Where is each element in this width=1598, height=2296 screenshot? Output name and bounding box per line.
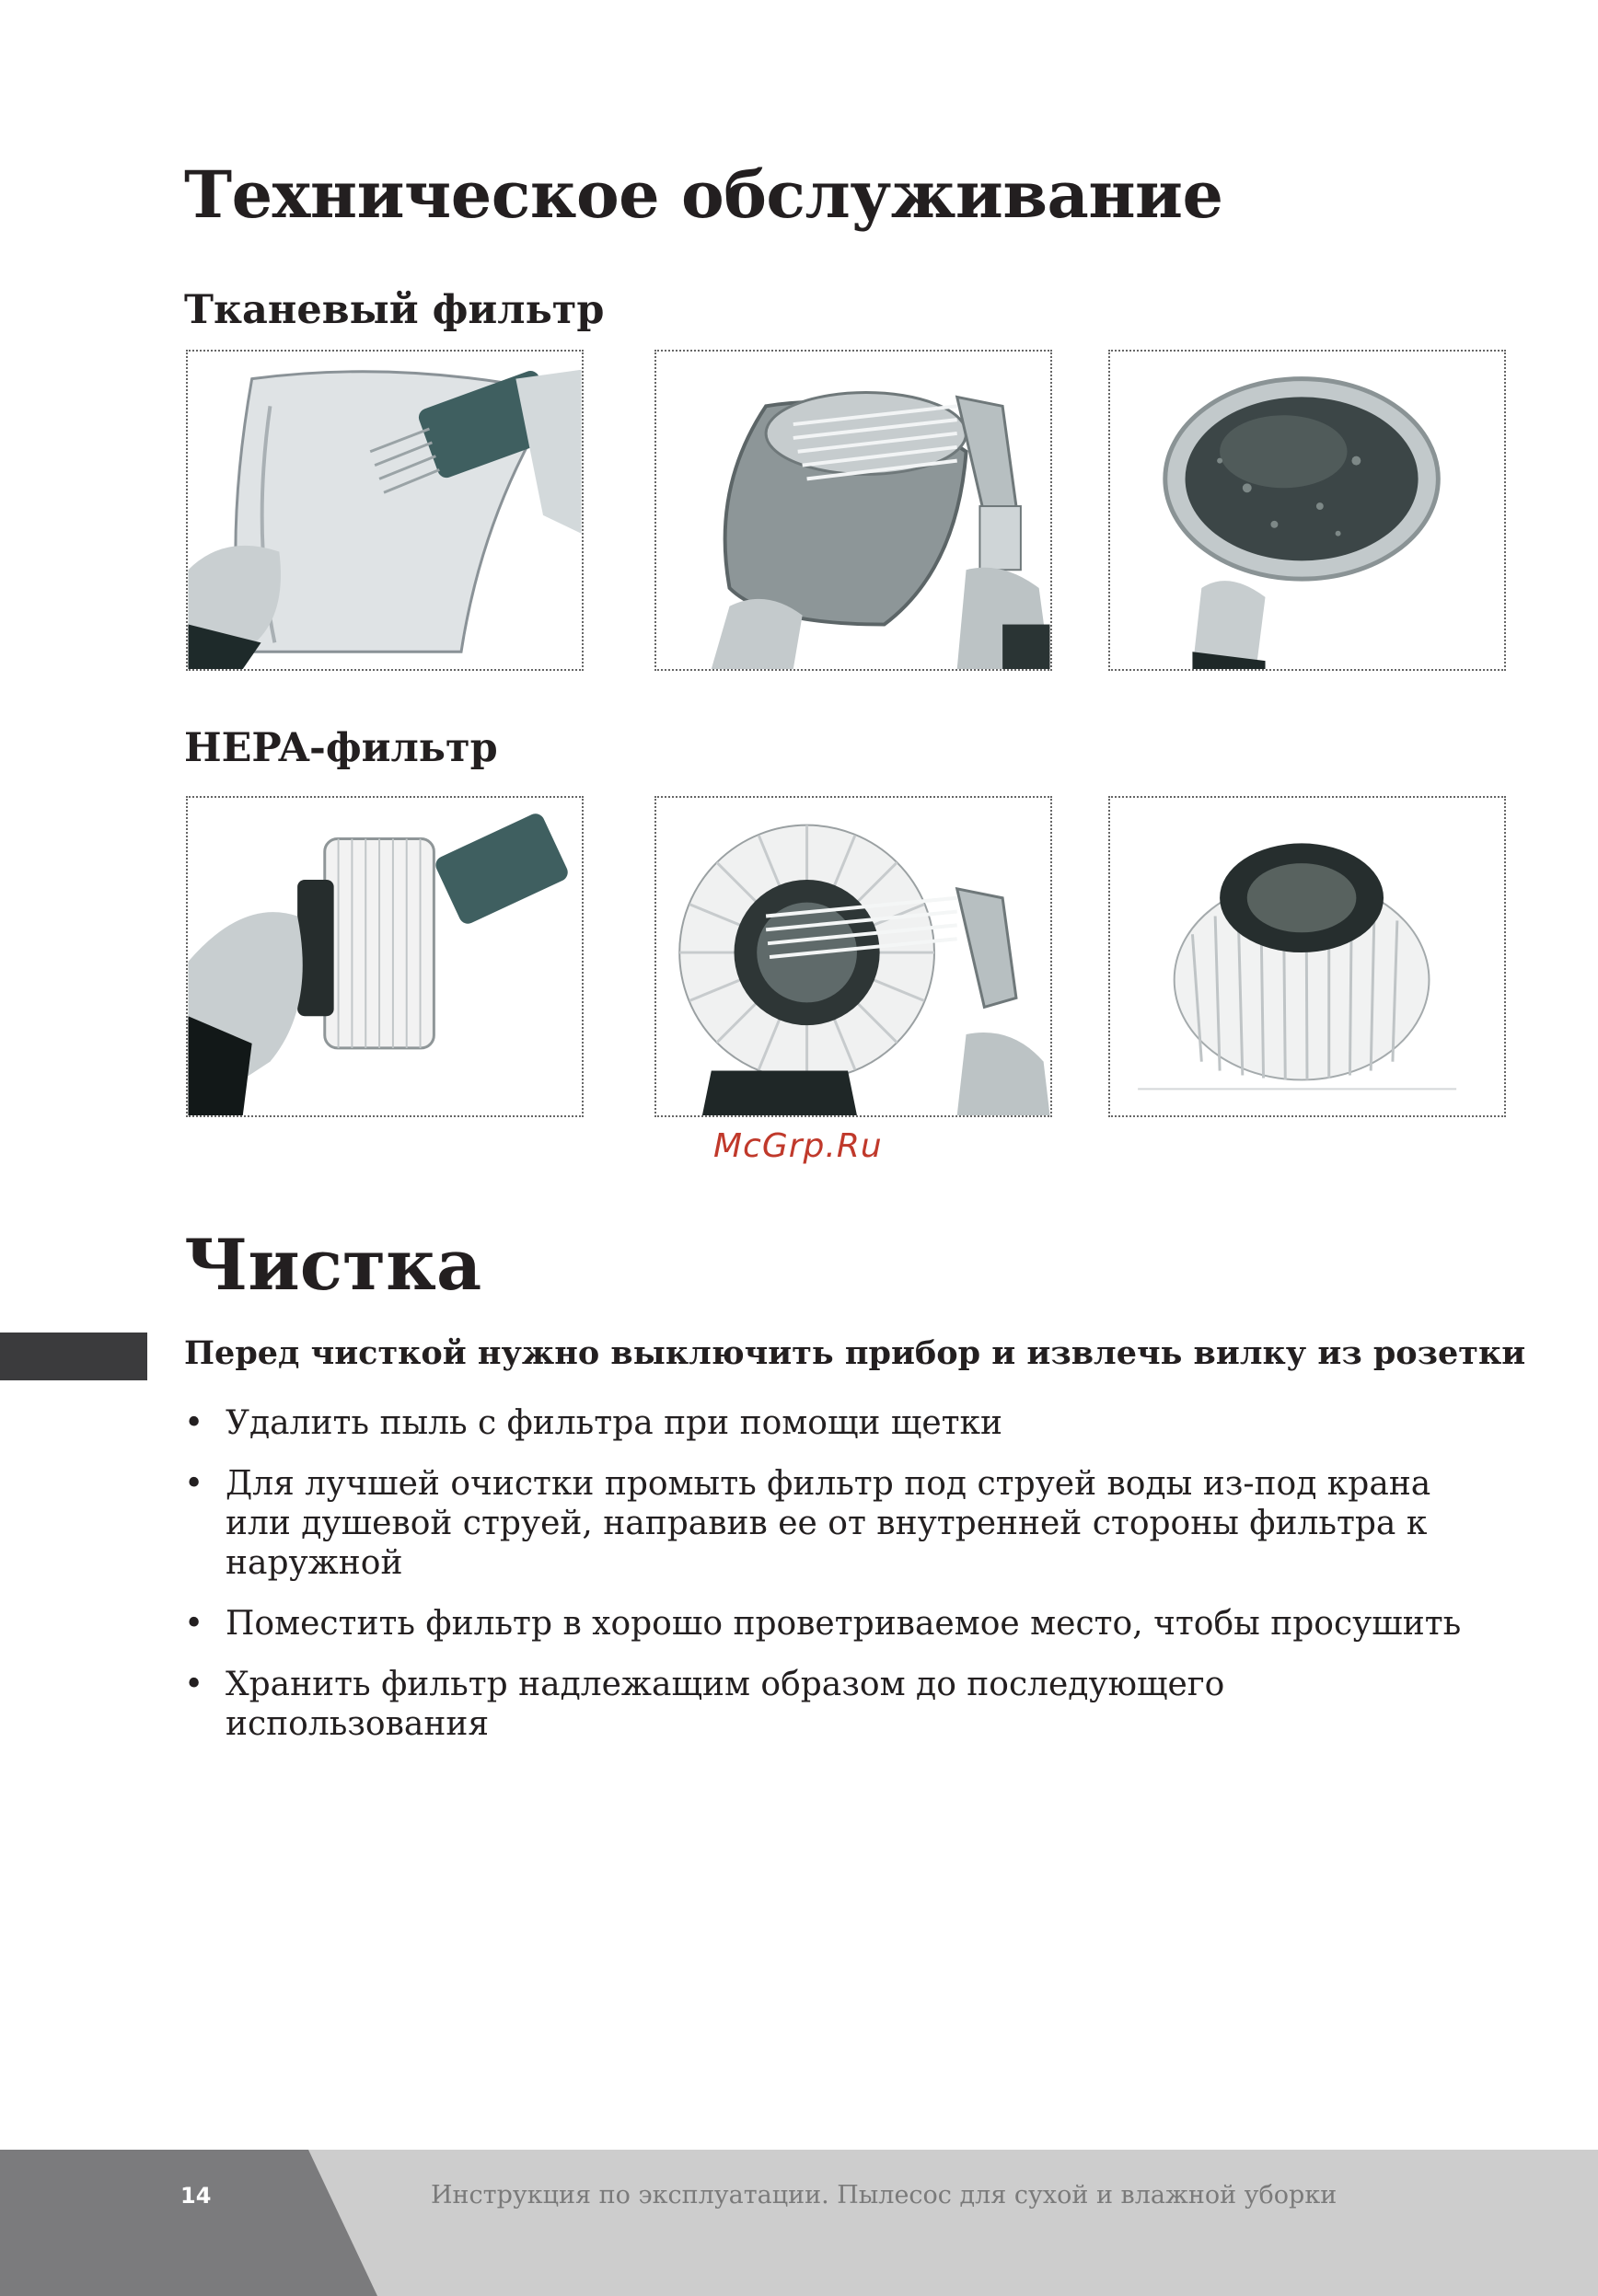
watermark: McGrp.Ru	[713, 1127, 883, 1165]
list-item: • Удалить пыль с фильтра при помощи щетки	[184, 1404, 1003, 1442]
clean-hepa-filter-photo	[1108, 796, 1506, 1117]
fabric-filter-heading: Тканевый фильтр	[184, 287, 605, 333]
page-number: 14	[180, 2183, 212, 2209]
footer-text: Инструкция по эксплуатации. Пылесос для сухой и влажной уборки	[431, 2181, 1337, 2209]
list-item: • Хранить фильтр надлежащим образом до последующего использования	[184, 1666, 1225, 1743]
brushing-cloth-filter-photo	[186, 350, 584, 671]
list-item: • Для лучшей очистки промыть фильтр под струей воды из-под крана или душевой струей, направив ее от внутренней стороны фильтра к наружной	[184, 1465, 1431, 1582]
page-title: Техническое обслуживание	[184, 156, 1223, 233]
bullet-icon: •	[184, 1465, 204, 1503]
cleaning-heading: Чистка	[184, 1224, 482, 1306]
clean-cloth-filter-photo	[1108, 350, 1506, 671]
footer-page-tab	[0, 2150, 377, 2296]
cleaning-warning: Перед чисткой нужно выключить прибор и извлечь вилку из розетки	[184, 1334, 1526, 1372]
vacuuming-cloth-filter-photo	[654, 350, 1052, 671]
side-tab-marker	[0, 1333, 147, 1380]
hepa-filter-heading: HEPA-фильтр	[184, 725, 498, 771]
bullet-icon: •	[184, 1666, 204, 1703]
cleaning-steps-list	[184, 1403, 1473, 1765]
bullet-icon: •	[184, 1605, 204, 1643]
bullet-icon: •	[184, 1404, 204, 1442]
list-item: • Поместить фильтр в хорошо проветриваемое место, чтобы просушить	[184, 1605, 1462, 1643]
vacuuming-hepa-filter-photo	[654, 796, 1052, 1117]
brushing-hepa-filter-photo	[186, 796, 584, 1117]
